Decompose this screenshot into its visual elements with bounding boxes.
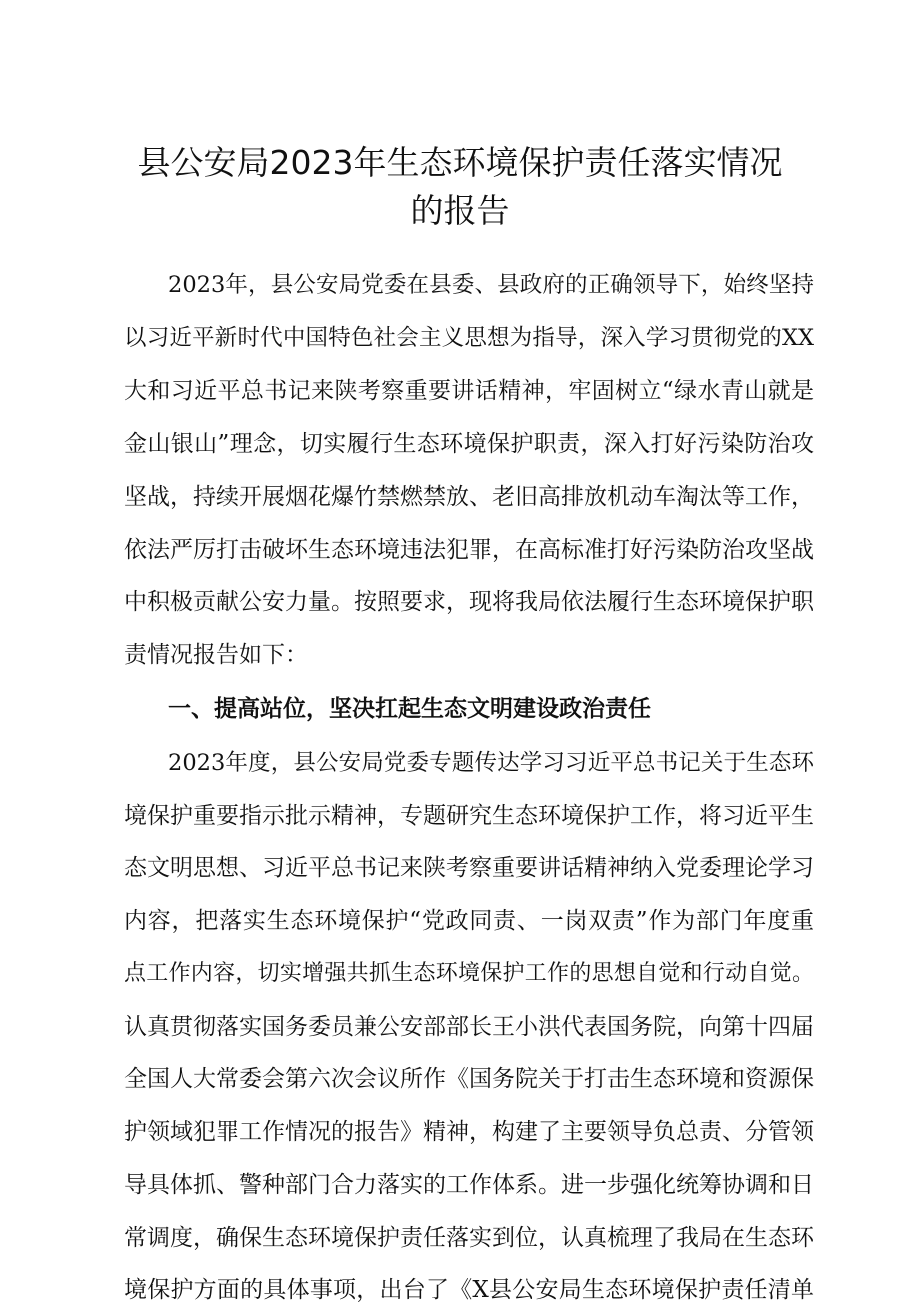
paragraph-2-line: 内容，把落实生态环境保护“党政同责、一岗双责”作为部门年度重 [124, 908, 814, 934]
paragraph-2-line: 全国人大常委会第六次会议所作《国务院关于打击生态环境和资源保 [124, 1066, 814, 1092]
paragraph-2-line: 认真贯彻落实国务委员兼公安部部长王小洪代表国务院，向第十四届 [124, 1014, 814, 1040]
paragraph-1-line: 大和习近平总书记来陕考察重要讲话精神，牢固树立“绿水青山就是 [124, 378, 814, 404]
paragraph-2-line: 护领域犯罪工作情况的报告》精神，构建了主要领导负总责、分管领 [124, 1119, 814, 1145]
paragraph-1-line: 责情况报告如下： [124, 642, 308, 668]
paragraph-1-line: 坚战，持续开展烟花爆竹禁燃禁放、老旧高排放机动车淘汰等工作， [124, 484, 814, 510]
paragraph-2-line: 2023年度，县公安局党委专题传达学习习近平总书记关于生态环 [168, 750, 814, 776]
document-title-line-2: 的报告 [410, 191, 510, 230]
paragraph-2-line: 境保护重要指示批示精神，专题研究生态环境保护工作，将习近平生 [124, 803, 814, 829]
paragraph-1-line: 金山银山”理念，切实履行生态环境保护职责，深入打好污染防治攻 [124, 431, 814, 457]
paragraph-1-line: 依法严厉打击破坏生态环境违法犯罪，在高标准打好污染防治攻坚战 [124, 537, 814, 563]
paragraph-2-line: 常调度，确保生态环境保护责任落实到位，认真梳理了我局在生态环 [124, 1225, 814, 1251]
paragraph-1-line: 2023年，县公安局党委在县委、县政府的正确领导下，始终坚持 [168, 272, 814, 298]
document-title-line-1: 县公安局2023年生态环境保护责任落实情况 [137, 143, 783, 182]
paragraph-2-line: 导具体抓、警种部门合力落实的工作体系。进一步强化统筹协调和日 [124, 1172, 814, 1198]
paragraph-2-line: 点工作内容，切实增强共抓生态环境保护工作的思想自觉和行动自觉。 [124, 961, 814, 986]
section-heading-1: 一、提高站位，坚决扛起生态文明建设政治责任 [168, 696, 651, 722]
paragraph-1-line: 以习近平新时代中国特色社会主义思想为指导，深入学习贯彻党的XX [124, 325, 814, 351]
paragraph-1-line: 中积极贡献公安力量。按照要求，现将我局依法履行生态环境保护职 [124, 589, 814, 615]
paragraph-2-line: 态文明思想、习近平总书记来陕考察重要讲话精神纳入党委理论学习 [124, 855, 814, 881]
paragraph-2-line: 境保护方面的具体事项，出台了《X县公安局生态环境保护责任清单 [124, 1277, 814, 1303]
